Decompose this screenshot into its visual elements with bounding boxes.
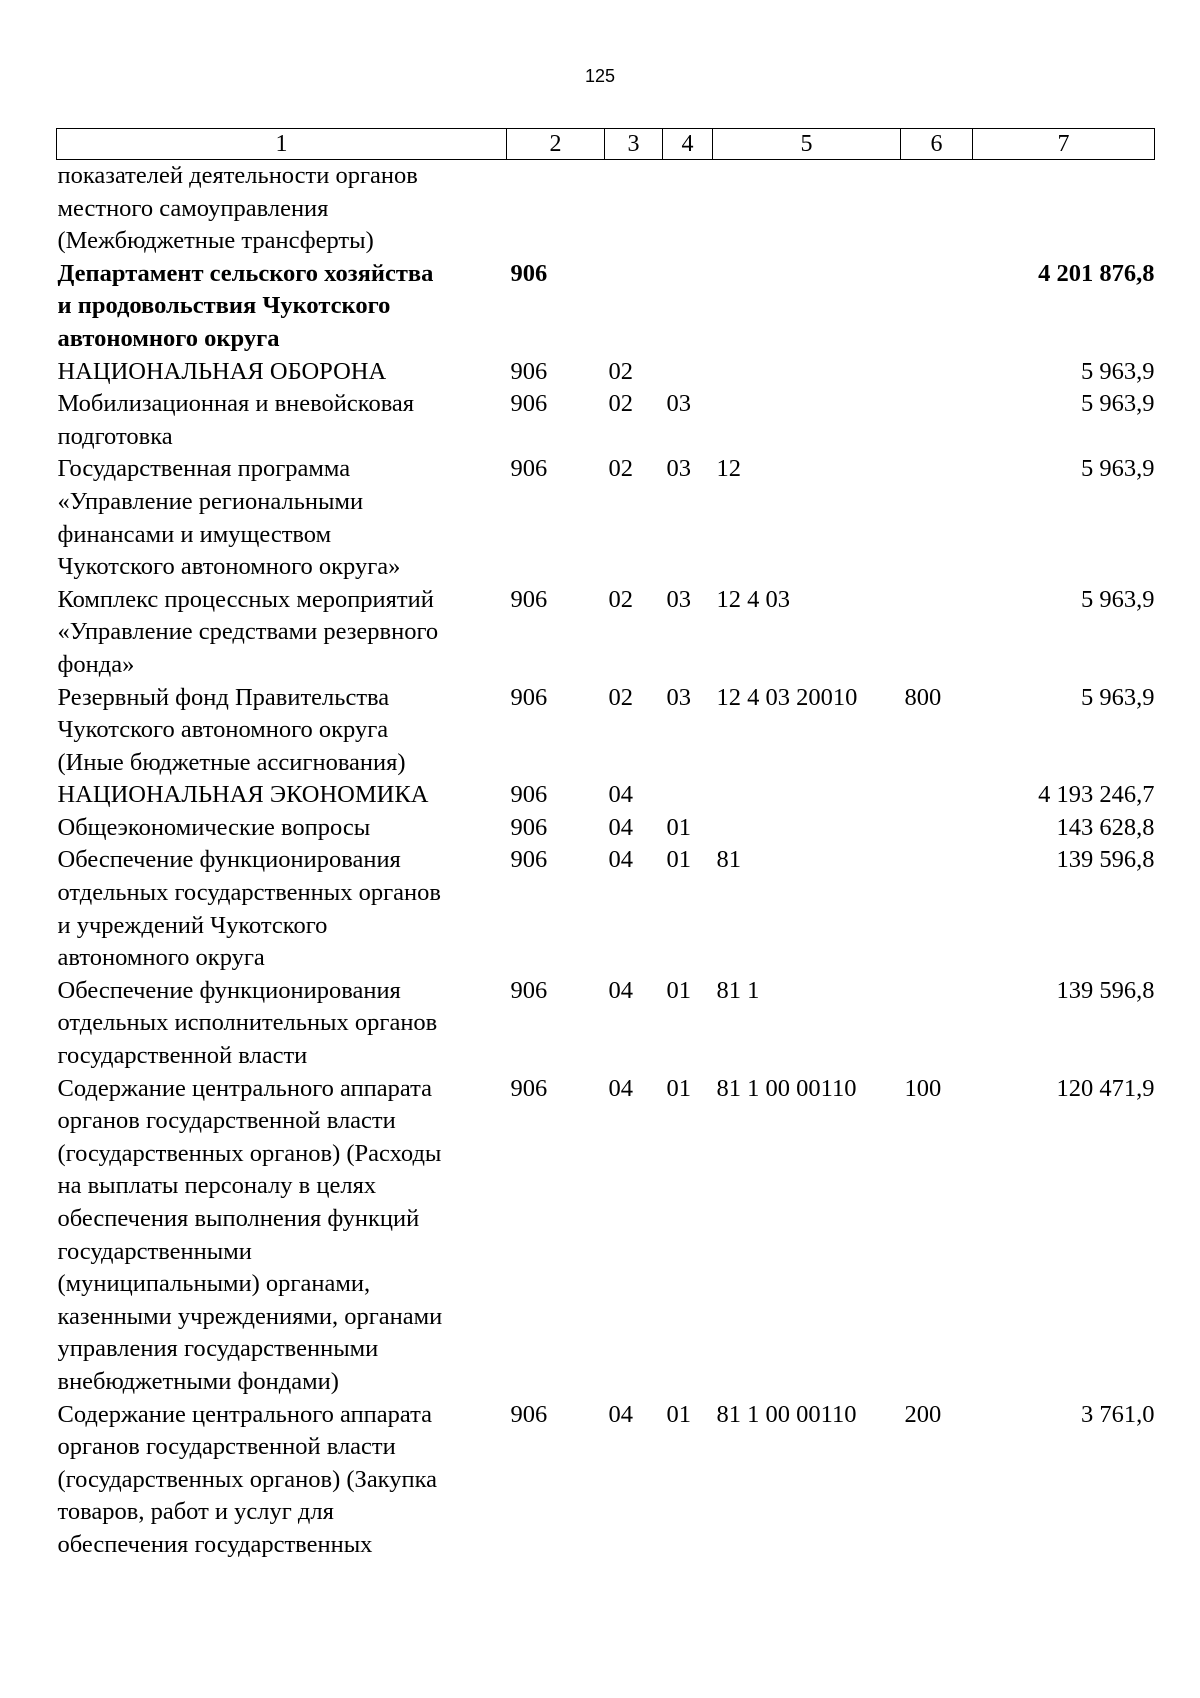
table-row xyxy=(57,584,1155,682)
col-header-6: 6 xyxy=(901,129,973,160)
row-rz: 02 xyxy=(608,455,633,483)
row-rz: 04 xyxy=(608,781,633,809)
row-vr xyxy=(901,844,973,974)
table-row xyxy=(57,1073,1155,1399)
table-row xyxy=(57,1399,1155,1562)
row-gr: 906 xyxy=(510,683,548,711)
row-rz: 02 xyxy=(608,683,633,711)
row-csr xyxy=(713,779,901,812)
row-name: Обеспечение функционирования отдельных государственных органов и учреждений Чукотского автономного округа xyxy=(57,846,441,972)
row-gr: 906 xyxy=(510,846,548,874)
row-rz xyxy=(605,160,663,258)
row-amount: 139 596,8 xyxy=(1056,976,1155,1004)
row-amount: 3 761,0 xyxy=(1081,1400,1155,1428)
table-body xyxy=(57,160,1155,1562)
row-name: показателей деятельности органов местного самоуправления (Межбюджетные трансферты) xyxy=(57,162,418,255)
table-row xyxy=(57,453,1155,583)
col-header-2: 2 xyxy=(507,129,605,160)
row-amount: 5 963,9 xyxy=(1081,585,1155,613)
row-gr: 906 xyxy=(510,585,548,613)
table-row xyxy=(57,388,1155,453)
row-rz: 04 xyxy=(608,813,633,841)
row-csr xyxy=(713,160,901,258)
row-vr xyxy=(901,584,973,682)
table-row xyxy=(57,356,1155,389)
row-pr: 01 xyxy=(666,1400,691,1428)
row-gr: 906 xyxy=(510,976,548,1004)
row-amount xyxy=(973,160,1155,258)
row-rz: 04 xyxy=(608,1074,633,1102)
row-pr xyxy=(663,356,713,389)
row-amount: 120 471,9 xyxy=(1056,1074,1155,1102)
row-rz: 02 xyxy=(608,585,633,613)
row-rz: 02 xyxy=(608,390,633,418)
row-csr: 81 1 00 00110 xyxy=(716,1400,857,1428)
row-name: Государственная программа «Управление региональными финансами и имуществом Чукотского автономного округа» xyxy=(57,455,401,581)
row-pr: 03 xyxy=(666,390,691,418)
row-name: НАЦИОНАЛЬНАЯ ЭКОНОМИКА xyxy=(57,781,429,809)
row-vr xyxy=(901,356,973,389)
row-pr: 01 xyxy=(666,813,691,841)
row-gr: 906 xyxy=(510,259,548,287)
row-vr xyxy=(901,258,973,356)
row-pr: 03 xyxy=(666,683,691,711)
row-pr: 01 xyxy=(666,846,691,874)
row-csr: 81 1 xyxy=(716,976,760,1004)
row-amount: 5 963,9 xyxy=(1081,357,1155,385)
row-vr xyxy=(901,388,973,453)
row-pr xyxy=(663,258,713,356)
row-csr xyxy=(713,812,901,845)
row-vr: 100 xyxy=(904,1074,942,1102)
row-gr: 906 xyxy=(510,781,548,809)
budget-table xyxy=(56,128,1155,1562)
row-csr xyxy=(713,258,901,356)
row-rz: 04 xyxy=(608,976,633,1004)
table-row xyxy=(57,160,1155,258)
row-name: Мобилизационная и вневойсковая подготовка xyxy=(57,390,415,450)
row-pr: 03 xyxy=(666,585,691,613)
row-pr: 01 xyxy=(666,1074,691,1102)
table-row xyxy=(57,258,1155,356)
row-vr xyxy=(901,779,973,812)
col-header-5: 5 xyxy=(713,129,901,160)
row-amount: 5 963,9 xyxy=(1081,683,1155,711)
row-gr xyxy=(507,160,605,258)
row-name: Резервный фонд Правительства Чукотского автономного округа (Иные бюджетные ассигнования) xyxy=(57,683,406,776)
row-csr: 81 xyxy=(716,846,741,874)
row-csr xyxy=(713,388,901,453)
row-pr xyxy=(663,160,713,258)
row-pr: 01 xyxy=(666,976,691,1004)
row-amount: 143 628,8 xyxy=(1056,813,1155,841)
row-csr: 12 4 03 xyxy=(716,585,790,613)
row-pr xyxy=(663,779,713,812)
row-amount: 5 963,9 xyxy=(1081,455,1155,483)
row-amount: 5 963,9 xyxy=(1081,390,1155,418)
col-header-4: 4 xyxy=(663,129,713,160)
row-vr: 800 xyxy=(904,683,942,711)
row-vr xyxy=(901,160,973,258)
row-vr xyxy=(901,812,973,845)
col-header-3: 3 xyxy=(605,129,663,160)
table-row xyxy=(57,844,1155,974)
page-number: 125 xyxy=(584,66,616,86)
table-row xyxy=(57,975,1155,1073)
row-gr: 906 xyxy=(510,1400,548,1428)
row-gr: 906 xyxy=(510,390,548,418)
table-row xyxy=(57,682,1155,780)
row-rz: 04 xyxy=(608,846,633,874)
table-row xyxy=(57,779,1155,812)
row-name: Комплекс процессных мероприятий «Управление средствами резервного фонда» xyxy=(57,585,439,678)
row-csr: 81 1 00 00110 xyxy=(716,1074,857,1102)
row-vr xyxy=(901,975,973,1073)
col-header-7: 7 xyxy=(973,129,1155,160)
row-rz: 04 xyxy=(608,1400,633,1428)
row-name: Содержание центрального аппарата органов государственной власти (государственных органов) (Закупка товаров, работ и услуг для обеспечения государственных xyxy=(57,1400,438,1558)
row-rz xyxy=(605,258,663,356)
row-gr: 906 xyxy=(510,813,548,841)
row-gr: 906 xyxy=(510,357,548,385)
row-amount: 4 193 246,7 xyxy=(1038,781,1155,809)
table-row xyxy=(57,812,1155,845)
row-name: Департамент сельского хозяйства и продовольствия Чукотского автономного округа xyxy=(57,259,434,352)
row-gr: 906 xyxy=(510,455,548,483)
row-pr: 03 xyxy=(666,455,691,483)
row-amount: 4 201 876,8 xyxy=(1038,259,1155,287)
row-csr: 12 4 03 20010 xyxy=(716,683,858,711)
row-csr xyxy=(713,356,901,389)
row-name: Обеспечение функционирования отдельных исполнительных органов государственной власти xyxy=(57,976,438,1070)
row-name: Общеэкономические вопросы xyxy=(57,813,371,841)
row-gr: 906 xyxy=(510,1074,548,1102)
row-name: НАЦИОНАЛЬНАЯ ОБОРОНА xyxy=(57,357,387,385)
row-vr xyxy=(901,453,973,583)
column-number-row xyxy=(57,129,1155,160)
row-rz: 02 xyxy=(608,357,633,385)
row-csr: 12 xyxy=(716,455,741,483)
row-amount: 139 596,8 xyxy=(1056,846,1155,874)
row-name: Содержание центрального аппарата органов государственной власти (государственных органов) (Расходы на выплаты персоналу в целях обеспечения выполнения функций государственными (муниципальными) органами, казенными учреждениями, органами управления государственными внебюджетными фондами) xyxy=(57,1074,443,1395)
row-vr: 200 xyxy=(904,1400,942,1428)
col-header-1: 1 xyxy=(57,129,507,160)
